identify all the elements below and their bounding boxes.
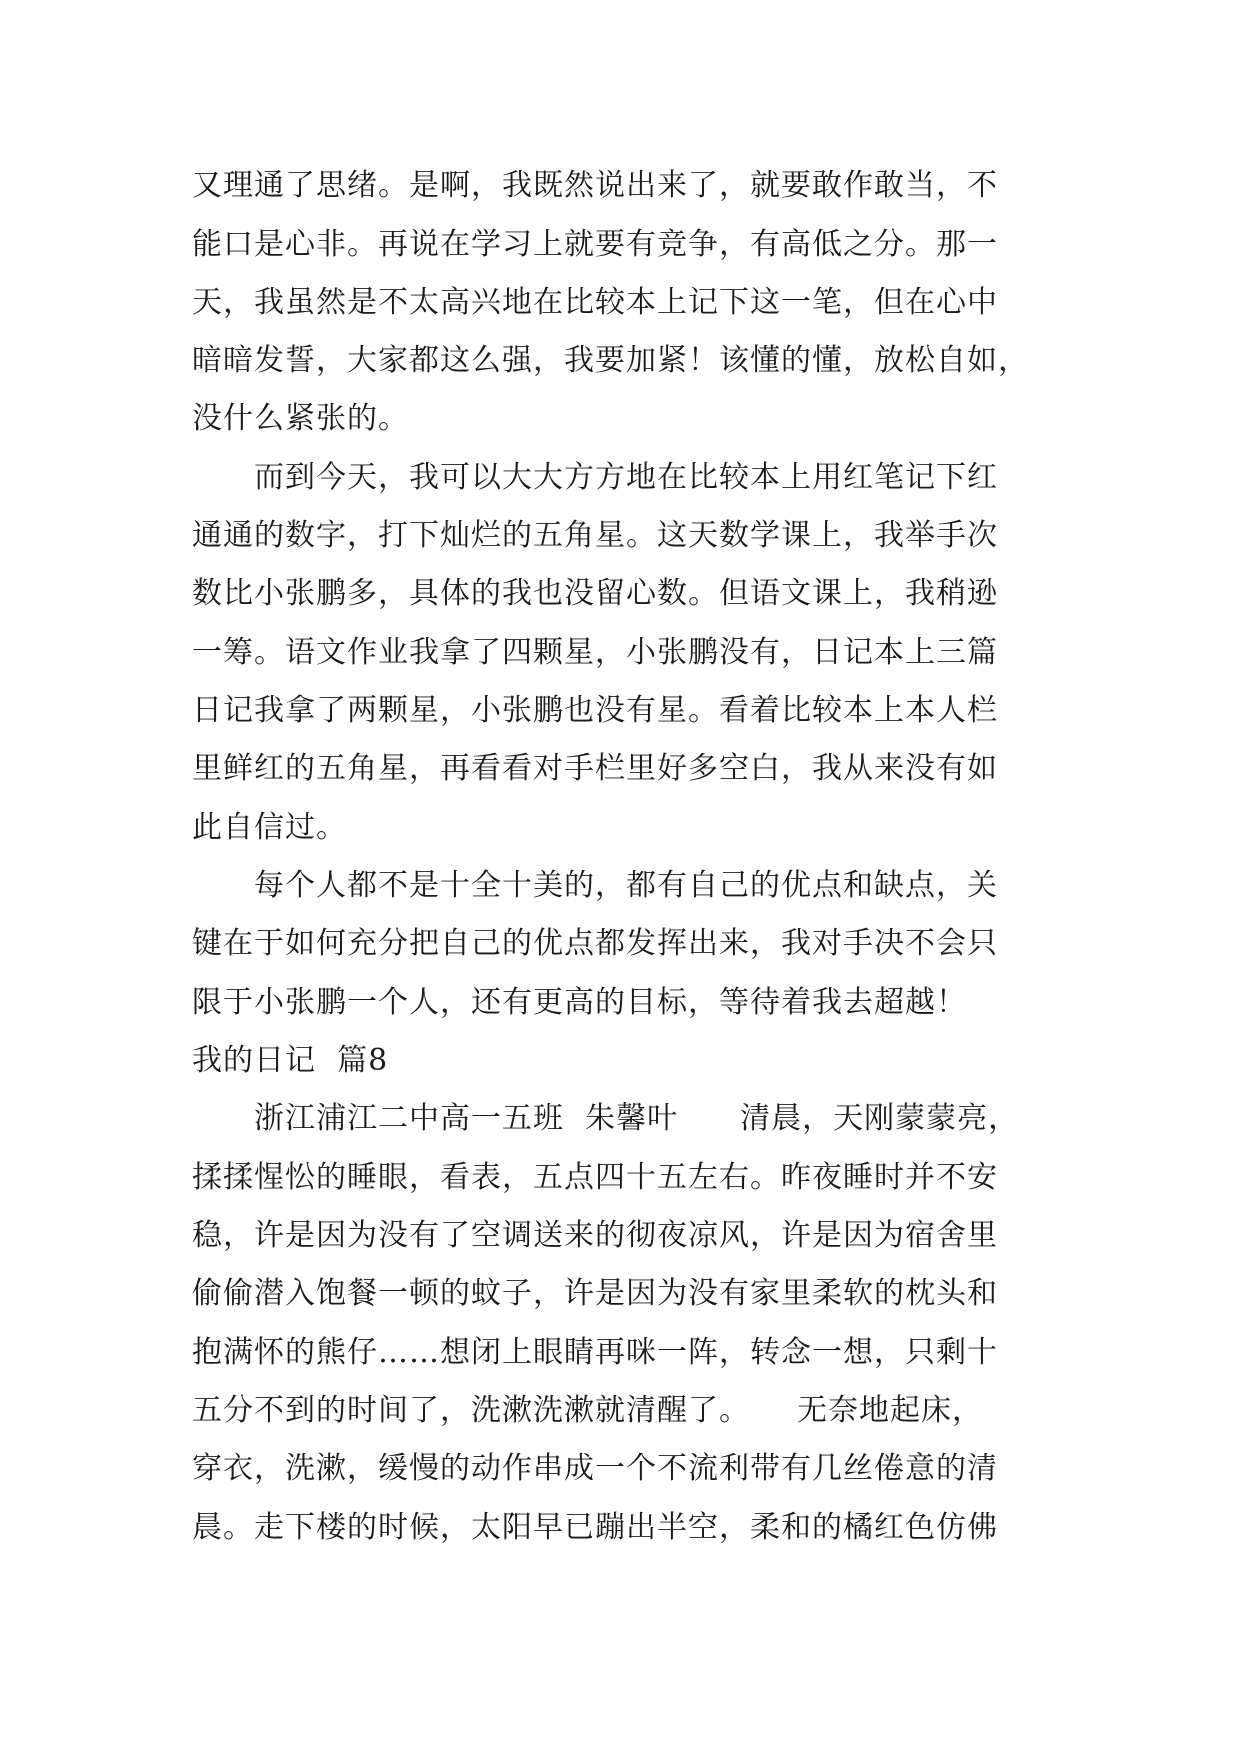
text-line: 五分不到的时间了，洗漱洗漱就清醒了。 无奈地起床， [192,1393,983,1428]
text-line: 通通的数字，打下灿烂的五角星。这天数学课上，我举手次 [192,518,998,553]
text-line: 浙江浦江二中高一五班 朱馨叶 清晨，天刚蒙蒙亮， [192,1101,1020,1136]
text-line: 暗暗发誓，大家都这么强，我要加紧！该懂的懂，放松自如， [192,343,1029,378]
text-line: 日记我拿了两颗星，小张鹏也没有星。看着比较本上本人栏 [192,693,998,728]
text-line: 此自信过。 [192,810,347,845]
text-line: 限于小张鹏一个人，还有更高的目标，等待着我去超越！ [192,985,967,1020]
text-line: 而到今天，我可以大大方方地在比较本上用红笔记下红 [192,460,998,495]
text-line: 穿衣，洗漱，缓慢的动作串成一个不流利带有几丝倦意的清 [192,1451,998,1486]
text-line: 数比小张鹏多，具体的我也没留心数。但语文课上，我稍逊 [192,576,998,611]
text-line: 晨。走下楼的时候，太阳早已蹦出半空，柔和的橘红色仿佛 [192,1510,998,1545]
text-line: 一筹。语文作业我拿了四颗星，小张鹏没有，日记本上三篇 [192,635,998,670]
section-heading: 我的日记 篇8 [192,1043,389,1078]
text-line: 揉揉惺忪的睡眼，看表，五点四十五左右。昨夜睡时并不安 [192,1160,998,1195]
text-line: 又理通了思绪。是啊，我既然说出来了，就要敢作敢当，不 [192,168,998,203]
text-line: 键在于如何充分把自己的优点都发挥出来，我对手决不会只 [192,926,998,961]
text-line: 抱满怀的熊仔……想闭上眼睛再咪一阵，转念一想，只剩十 [192,1335,998,1370]
text-line: 天，我虽然是不太高兴地在比较本上记下这一笔，但在心中 [192,285,998,320]
text-line: 能口是心非。再说在学习上就要有竞争，有高低之分。那一 [192,227,998,262]
text-line: 偷偷潜入饱餐一顿的蚊子，许是因为没有家里柔软的枕头和 [192,1276,998,1311]
text-line: 没什么紧张的。 [192,401,409,436]
text-line: 稳，许是因为没有了空调送来的彻夜凉风，许是因为宿舍里 [192,1218,998,1253]
text-line: 里鲜红的五角星，再看看对手栏里好多空白，我从来没有如 [192,751,998,786]
text-line: 每个人都不是十全十美的，都有自己的优点和缺点，关 [192,868,998,903]
